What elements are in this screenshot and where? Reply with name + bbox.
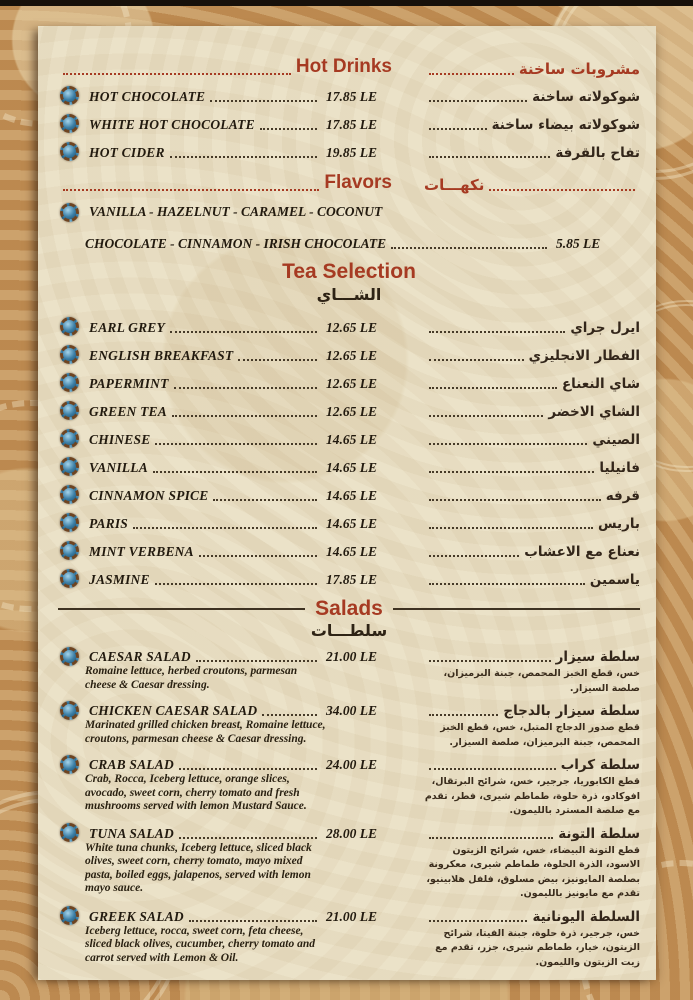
menu-item-row	[58, 114, 640, 133]
salad-item	[58, 647, 640, 696]
dotted-leader	[429, 768, 556, 770]
item-name-ar: نعناع مع الاعشاب	[524, 544, 640, 560]
dotted-leader	[133, 527, 317, 529]
menu-item-row	[58, 373, 640, 392]
dotted-leader	[189, 920, 317, 922]
item-name-ar: شوكولاته بيضاء ساخنة	[491, 117, 640, 133]
item-price: 34.00 LE	[326, 703, 378, 718]
item-price: 24.00 LE	[326, 757, 378, 772]
dotted-leader	[238, 359, 317, 361]
item-price: 21.00 LE	[326, 908, 378, 924]
salad-item	[58, 907, 640, 971]
item-name-ar: قرفه	[605, 488, 640, 504]
item-name-ar: فانيليا	[599, 460, 640, 476]
dotted-leader	[429, 415, 543, 417]
coin-bullet-icon	[60, 373, 79, 392]
menu-panel	[38, 26, 656, 980]
item-price: 12.65 LE	[326, 376, 378, 391]
coin-bullet-icon	[60, 429, 79, 448]
item-price: 21.00 LE	[326, 649, 378, 664]
dotted-leader	[429, 920, 527, 922]
item-name-en: GREEK SALAD	[89, 908, 184, 924]
dotted-leader	[489, 189, 635, 191]
salads-title-ar: سلطـــات	[310, 621, 388, 640]
dotted-leader	[262, 714, 317, 716]
item-description-ar: خس، جرجير، ذرة حلوة، جبنة الفيتا، شرائح الزيتون، خيار، طماطم شيرى، جزر، تقدم مع زيت الزيتون والليمون.	[435, 927, 640, 968]
dotted-leader	[429, 527, 593, 529]
coin-bullet-icon	[60, 755, 79, 774]
item-price: 12.65 LE	[326, 320, 378, 335]
flavors-header-row	[58, 170, 640, 194]
coin-bullet-icon	[60, 457, 79, 476]
menu-item-row	[58, 485, 640, 504]
flavors-title-en: Flavors	[324, 172, 392, 193]
dotted-leader	[155, 443, 317, 445]
menu-item-row	[58, 317, 640, 336]
dotted-leader	[429, 471, 594, 473]
item-name-en: CAESAR SALAD	[89, 649, 191, 664]
dotted-leader	[210, 100, 317, 102]
item-name-en: HOT CHOCOLATE	[89, 89, 206, 104]
item-name-en: ENGLISH BREAKFAST	[89, 348, 234, 363]
menu-item-row	[58, 457, 640, 476]
flavors-title-ar: نكهـــات	[424, 176, 485, 194]
item-name-ar: الصيني	[592, 432, 640, 448]
dotted-leader	[63, 73, 291, 75]
flavors-price: 5.85 LE	[556, 236, 601, 251]
item-name-ar: الشاي الاخضر	[548, 404, 640, 420]
coin-bullet-icon	[60, 317, 79, 336]
salad-item	[58, 755, 640, 819]
item-name-ar: تفاح بالقرفة	[555, 145, 640, 161]
divider-line	[58, 608, 305, 610]
coin-bullet-icon	[60, 541, 79, 560]
menu-item-row	[58, 401, 640, 420]
item-description-en: Marinated grilled chicken breast, Romaine lettuce, croutons, parmesan cheese & Caesar dressing.	[85, 719, 326, 745]
coin-bullet-icon	[60, 485, 79, 504]
dotted-leader	[429, 714, 498, 716]
dotted-leader	[213, 499, 317, 501]
item-name-en: MINT VERBENA	[89, 544, 194, 559]
item-price: 17.85 LE	[326, 117, 378, 132]
dotted-leader	[429, 443, 587, 445]
salad-item	[58, 824, 640, 902]
dotted-leader	[170, 331, 317, 333]
item-price: 14.65 LE	[326, 488, 378, 503]
dotted-leader	[429, 359, 524, 361]
tea-title-en: Tea Selection	[282, 260, 416, 283]
item-price: 14.65 LE	[326, 460, 378, 475]
item-name-ar: سلطة التونة	[558, 825, 640, 842]
item-price: 12.65 LE	[326, 348, 378, 363]
tea-title-ar: الشـــاي	[316, 285, 382, 304]
coin-bullet-icon	[60, 569, 79, 588]
menu-item-row	[58, 513, 640, 532]
item-price: 12.65 LE	[326, 404, 378, 419]
dotted-leader	[179, 768, 317, 770]
dotted-leader	[260, 128, 317, 130]
item-price: 17.85 LE	[326, 572, 378, 587]
item-name-en: PARIS	[89, 516, 129, 531]
coin-bullet-icon	[60, 142, 79, 161]
item-name-ar: السلطة اليونانية	[532, 908, 640, 925]
item-name-en: WHITE HOT CHOCOLATE	[89, 117, 255, 132]
dotted-leader	[199, 555, 317, 557]
menu-item-row	[58, 541, 640, 560]
dotted-leader	[196, 660, 317, 662]
item-name-en: CINNAMON SPICE	[89, 488, 209, 503]
dotted-leader	[63, 189, 319, 191]
coin-bullet-icon	[60, 86, 79, 105]
item-name-en: EARL GREY	[89, 320, 165, 335]
item-name-en: CHICKEN CAESAR SALAD	[89, 703, 258, 718]
item-price: 14.65 LE	[326, 516, 378, 531]
tea-selection-header	[58, 260, 640, 305]
salads-title-en: Salads	[315, 597, 383, 620]
coin-bullet-icon	[60, 114, 79, 133]
item-description-ar: قطع التونة البيضاء، خس، شرائح الزيتون الاسود، الذرة الحلوة، طماطم شيرى، معكرونة بصلصة المايونيز، بيض مسلوق، فلفل هلابينيو، تقدم مع مايونيز بالليمون.	[426, 844, 640, 899]
flavors-list-row	[58, 202, 640, 222]
dotted-leader	[391, 247, 547, 249]
coin-bullet-icon	[60, 647, 79, 666]
item-name-ar: شاي النعناع	[561, 376, 640, 392]
dotted-leader	[429, 100, 527, 102]
item-name-en: HOT CIDER	[89, 145, 165, 160]
scan-edge	[0, 0, 693, 6]
item-name-en: VANILLA	[89, 460, 148, 475]
item-description-en: Iceberg lettuce, rocca, sweet corn, feta cheese, sliced black olives, cucumber, cherry tomato and carrot served with Lemon & Oil.	[85, 924, 315, 964]
item-price: 19.85 LE	[326, 145, 378, 160]
item-name-ar: ياسمين	[589, 572, 640, 588]
item-description-ar: قطع صدور الدجاج المتبل، خس، قطع الخبز المحمص، جبنة البرميزان، صلصة السيزار.	[440, 722, 640, 748]
coin-bullet-icon	[60, 513, 79, 532]
divider-line	[393, 608, 640, 610]
item-price: 28.00 LE	[326, 825, 378, 841]
dotted-leader	[429, 583, 585, 585]
dotted-leader	[172, 415, 317, 417]
salad-item	[58, 701, 640, 750]
item-description-ar: قطع الكابوريا، جرجير، خس، شرائح البرتقال، افوكادو، ذرة حلوة، طماطم شيرى، فطر، تقدم مع صلصة المسترد بالليمون.	[424, 776, 640, 816]
dotted-leader	[429, 387, 557, 389]
item-name-en: TUNA SALAD	[89, 825, 174, 841]
item-name-ar: سلطة سيزار بالدجاج	[503, 703, 640, 719]
item-description-en: Crab, Rocca, Iceberg lettuce, orange slices, avocado, sweet corn, cherry tomato and fresh mushrooms served with lemon Mustard Sauce.	[85, 773, 307, 812]
item-name-ar: شوكولاته ساخنة	[532, 89, 640, 105]
menu-item-row	[58, 429, 640, 448]
item-description-en: Romaine lettuce, herbed croutons, parmesan cheese & Caesar dressing.	[85, 665, 298, 691]
dotted-leader	[429, 331, 565, 333]
dotted-leader	[429, 128, 487, 130]
dotted-leader	[429, 156, 550, 158]
coin-bullet-icon	[60, 823, 79, 842]
flavors-list-line2: CHOCOLATE - CINNAMON - IRISH CHOCOLATE	[85, 236, 387, 251]
hot-drinks-header-row	[58, 54, 640, 78]
item-name-en: CHINESE	[89, 432, 151, 447]
item-name-ar: سلطة كراب	[560, 757, 640, 773]
dotted-leader	[429, 73, 514, 75]
dotted-leader	[155, 583, 317, 585]
item-name-ar: باريس	[597, 516, 640, 532]
menu-item-row	[58, 86, 640, 105]
coin-bullet-icon	[60, 401, 79, 420]
coin-bullet-icon	[60, 906, 79, 925]
dotted-leader	[153, 471, 317, 473]
hot-drinks-title-en: Hot Drinks	[295, 56, 392, 77]
flavors-price-row	[85, 232, 622, 252]
item-name-ar: سلطة سيزار	[555, 649, 640, 665]
menu-item-row	[58, 345, 640, 364]
coin-bullet-icon	[60, 345, 79, 364]
coin-bullet-icon	[60, 203, 79, 222]
dotted-leader	[174, 387, 317, 389]
item-description-ar: خس، قطع الخبز المحمص، جبنة البرميزان، صلصة السيزار.	[443, 668, 640, 694]
dotted-leader	[179, 837, 317, 839]
item-name-ar: الفطار الانجليزي	[528, 348, 640, 364]
menu-item-row	[58, 569, 640, 588]
item-name-en: CRAB SALAD	[89, 757, 174, 772]
item-name-en: GREEN TEA	[89, 404, 167, 419]
hot-drinks-title-ar: مشروبات ساخنة	[518, 60, 640, 78]
menu-item-row	[58, 142, 640, 161]
dotted-leader	[429, 837, 553, 839]
dotted-leader	[170, 156, 317, 158]
item-name-en: JASMINE	[89, 572, 150, 587]
flavors-list-line1: VANILLA - HAZELNUT - CARAMEL - COCONUT	[89, 204, 383, 219]
item-description-en: White tuna chunks, Iceberg lettuce, sliced black olives, sweet corn, cherry tomato, mayo mixed pasta, boiled eggs, jalapenos, served with lemon mayo sauce.	[85, 841, 312, 894]
dotted-leader	[429, 555, 519, 557]
dotted-leader	[429, 499, 601, 501]
coin-bullet-icon	[60, 701, 79, 720]
item-price: 14.65 LE	[326, 432, 378, 447]
dotted-leader	[429, 660, 551, 662]
salads-divider	[58, 597, 640, 621]
item-price: 17.85 LE	[326, 89, 378, 104]
item-name-ar: ايرل جراي	[570, 320, 640, 336]
item-price: 14.65 LE	[326, 544, 378, 559]
item-name-en: PAPERMINT	[89, 376, 169, 391]
